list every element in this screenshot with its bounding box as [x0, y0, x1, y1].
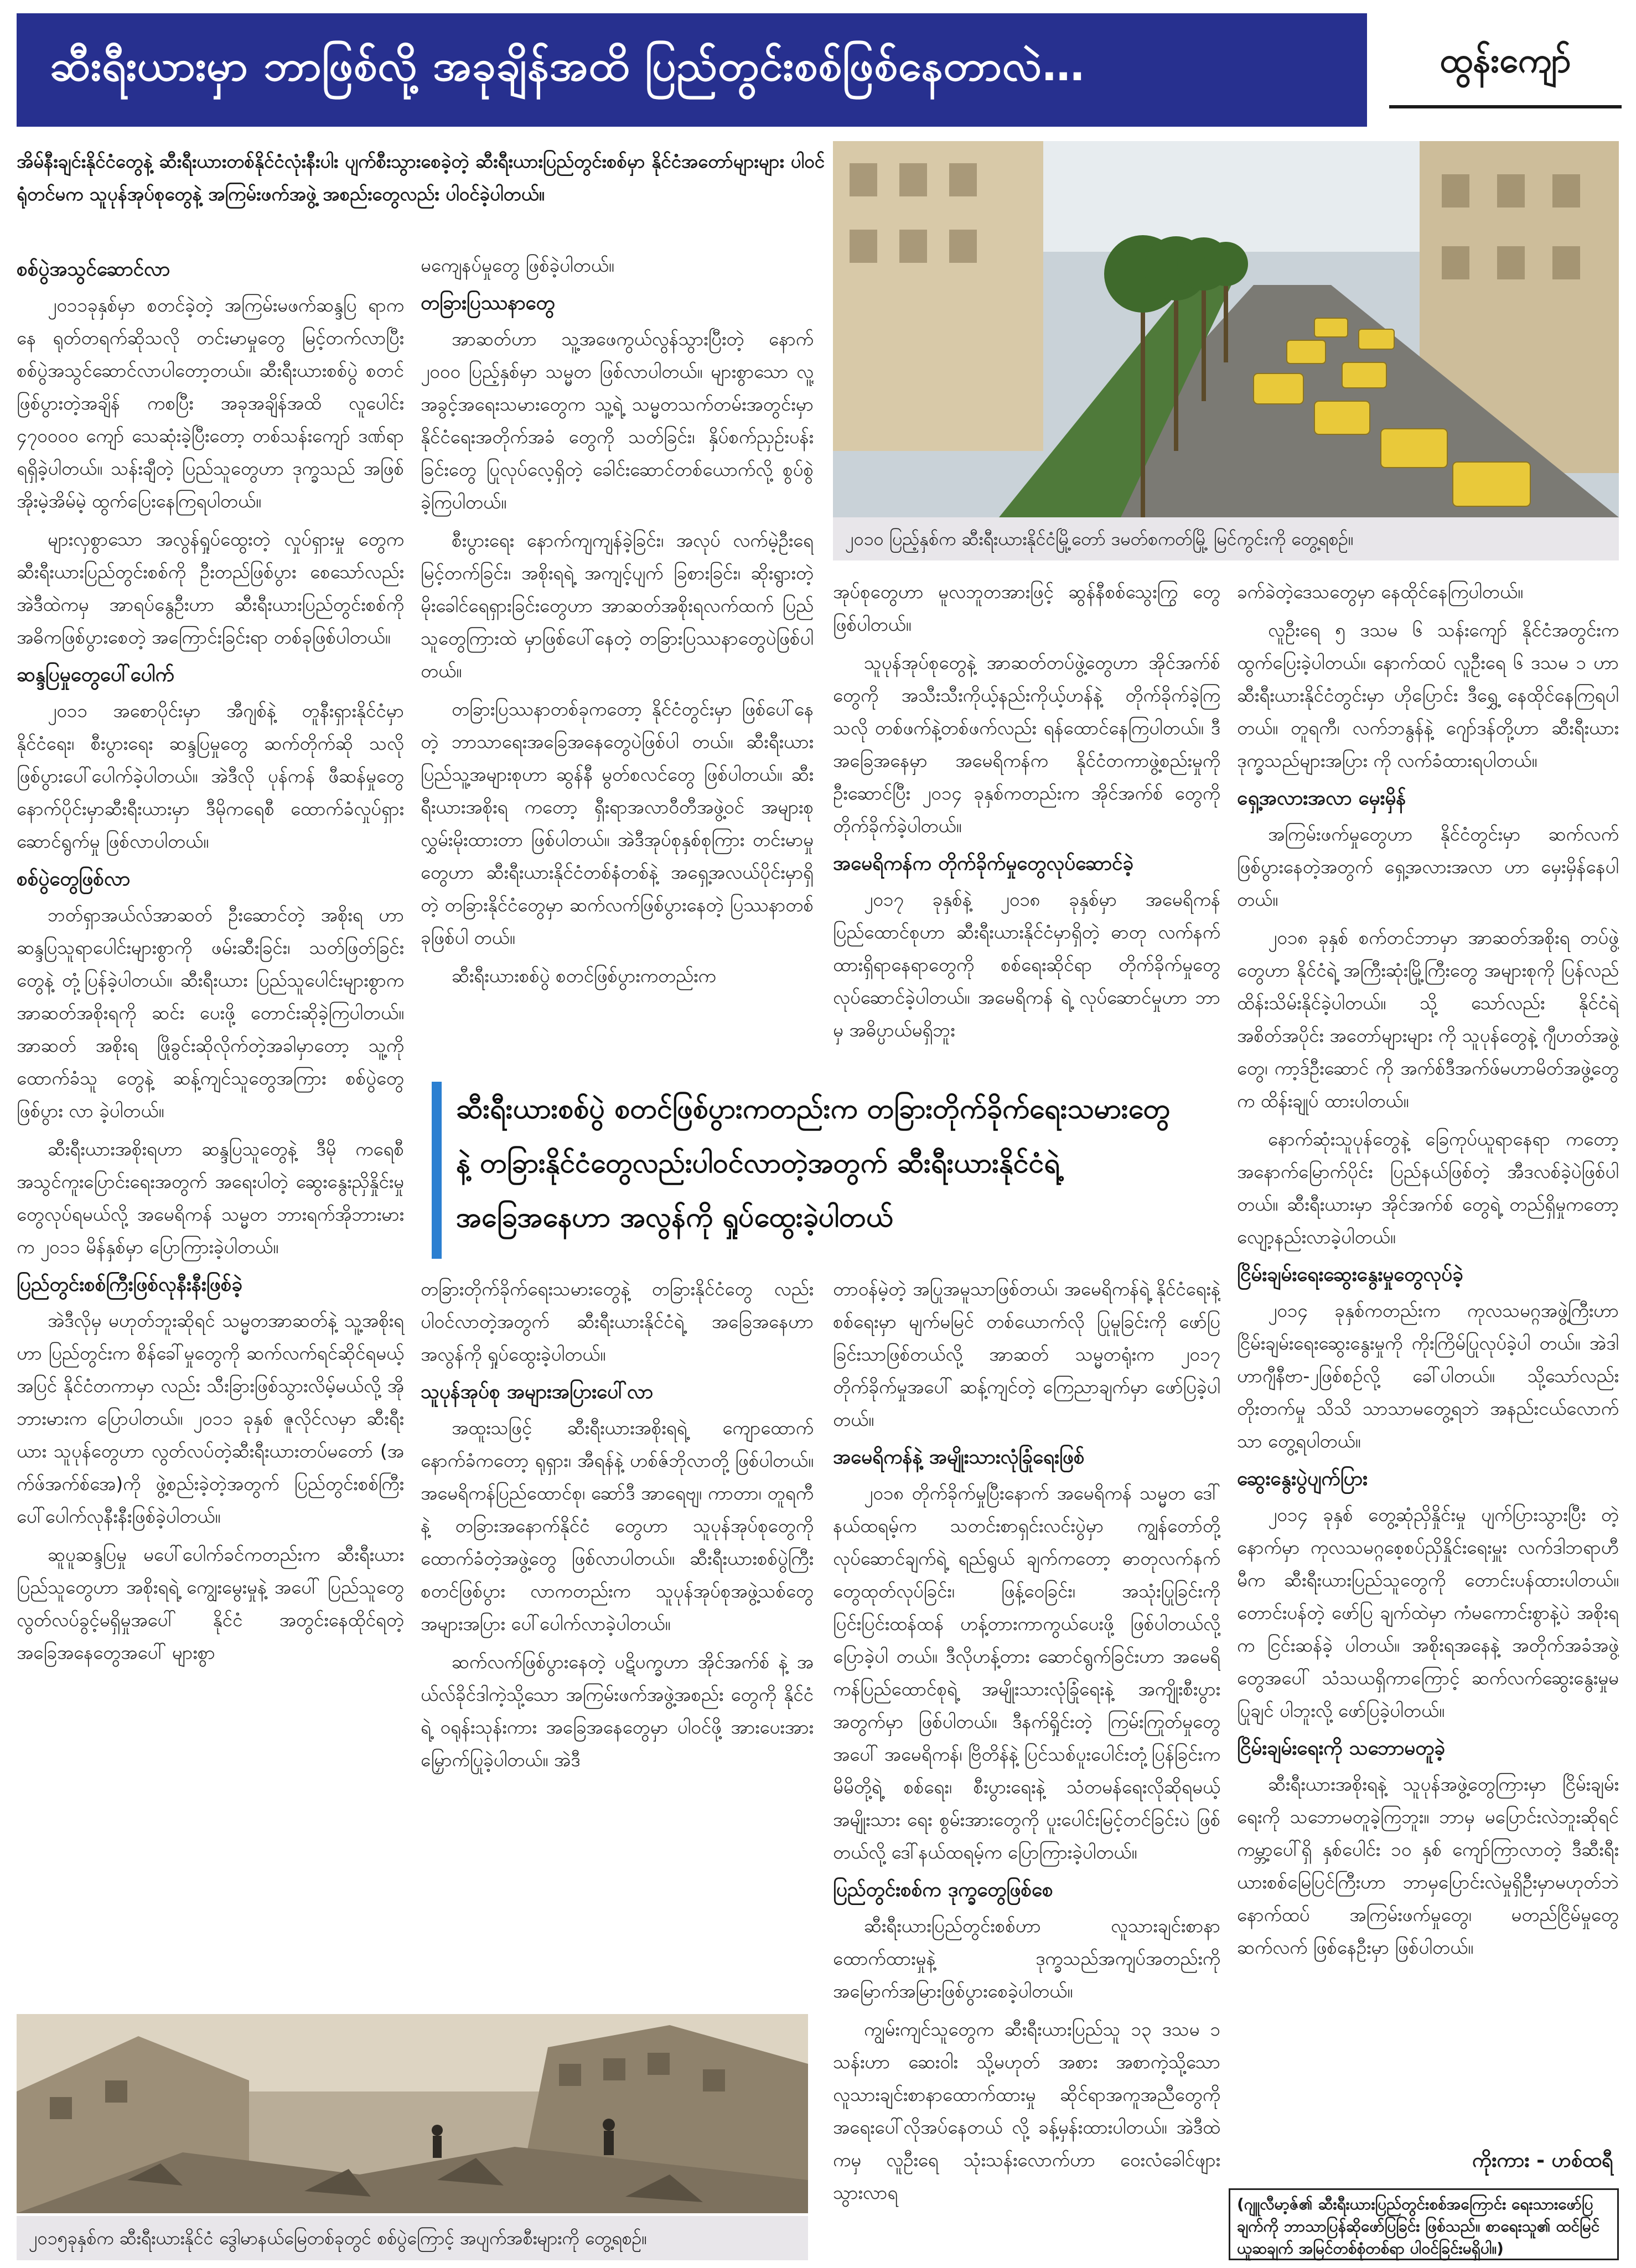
paragraph: ၂၀၁၈ တိုက်ခိုက်မှုပြီးနောက် အမေရိကန် သမ္မတ ဒေါ်နယ်ထရမ့်က သတင်းစာရှင်းလင်းပွဲမှာ ကျွန်တော်တို့ လုပ်ဆောင်ချက်ရဲ့ ရည်ရွယ် ချက်ကတော့ ဓာတုလက်နက်တွေထုတ်လုပ်ခြင်း၊ ဖြန့်ဝေခြင်း၊ အသုံးပြုခြင်းကို ပြင်းပြင်းထန်ထန် ဟန့်တားကာကွယ်ပေးဖို့ ဖြစ်ပါတယ်လို့ ပြောခဲ့ပါ တယ်။ ဒီလိုဟန့်တား ဆောင်ရွက်ခြင်းဟာ အမေရိကန်ပြည်ထောင်စုရဲ့ အမျိုးသားလုံခြုံရေးနဲ့ အကျိုးစီးပွားအတွက်မှာ ဖြစ်ပါတယ်။ ဒီနက်ရှိုင်းတဲ့ ကြမ်းကြုတ်မှုတွေအပေါ် အမေရိကန်၊ ဗြိတိန်နဲ့ ပြင်သစ်ပူးပေါင်းတုံ့ပြန်ခြင်းက မိမိတို့ရဲ့ စစ်ရေး၊ စီးပွားရေးနဲ့ သံတမန်ရေးလိုဆိုရမယ့် အမျိုးသား ရေး စွမ်းအားတွေကို ပူးပေါင်းမြင့်တင်ခြင်းပဲ ဖြစ်တယ်လို့ ဒေါ်နယ်ထရမ့်က ပြောကြားခဲ့ပါတယ်။: [833, 1482, 1220, 1863]
subhead-wars: စစ်ပွဲတွေဖြစ်လာ: [17, 868, 131, 890]
subhead-protests: ဆန္ဒပြမှုတွေပေါ်ပေါက်: [17, 664, 174, 686]
paragraph: ၂၀၁၁ အစောပိုင်းမှာ အီဂျစ်နဲ့ တူနီးရှားနိုင်ငံမှာ နိုင်ငံရေး၊ စီးပွားရေး ဆန္ဒပြမှုတွေ ဆက်တိုက်ဆို သလို ဖြစ်ပွားပေါ်ပေါက်ခဲ့ပါတယ်။ အဲဒီလို ပုန်ကန် ဖီဆန်မှုတွေနောက်ပိုင်းမှာဆီးရီးယားမှာ ဒီမိုကရေစီ ထောက်ခံလှုပ်ရှားဆောင်ရွက်မှု ဖြစ်လာပါတယ်။: [17, 700, 404, 852]
intro-text: အိမ်နီးချင်းနိုင်ငံတွေနဲ့ ဆီးရီးယားတစ်နိုင်ငံလုံးနီးပါး ပျက်စီးသွားစေခဲ့တဲ့ ဆီးရီးယားပြည်တွင်းစစ်မှာ နိုင်ငံအတော်များများ ပါဝင်ရုံတင်မက သူပုန်အုပ်စုတွေနဲ့ အကြမ်းဖက်အဖွဲ့ အစည်းတွေလည်း ပါဝင်ခဲ့ပါတယ်။: [17, 150, 825, 205]
paragraph: ဆူပူဆန္ဒပြမှု မပေါ်ပေါက်ခင်ကတည်းက ဆီးရီးယားပြည်သူတွေဟာ အစိုးရရဲ့ ကျွေးမွေးမှုနဲ့ အပေါ် ပြည်သူတွေ လွတ်လပ်ခွင့်မရှိမှုအပေါ် နိုင်ငံ အတွင်းနေထိုင်ရတဲ့ အခြေအနေတွေအပေါ် များစွာ: [17, 1544, 404, 1663]
subhead-us-strikes: အမေရိကန်က တိုက်ခိုက်မှုတွေလုပ်ဆောင်ခဲ့: [833, 853, 1134, 875]
paragraph: ၂၀၁၁ခုနှစ်မှာ စတင်ခဲ့တဲ့ အကြမ်းမဖက်ဆန္ဒပြ ရာကနေ ရုတ်တရက်ဆိုသလို တင်းမာမှုတွေ မြင့်တက်လာပြီး စစ်ပွဲအသွင်ဆောင်လာပါတော့တယ်။ ဆီးရီးယားစစ်ပွဲ စတင်ဖြစ်ပွားတဲ့အချိန် ကစပြီး အခုအချိန်အထိ လူပေါင်း ၄၇၀၀၀၀ ကျော် သေဆုံးခဲ့ပြီးတော့ တစ်သန်းကျော် ဒဏ်ရာရရှိခဲ့ပါတယ်။ သန်းချီတဲ့ ပြည်သူတွေဟာ ဒုက္ခသည် အဖြစ် အိုးမဲ့အိမ်မဲ့ ထွက်ပြေးနေကြရပါတယ်။: [17, 294, 404, 512]
paragraph: ၂၀၁၈ ခုနှစ် စက်တင်ဘာမှာ အာဆတ်အစိုးရ တပ်ဖွဲ့တွေဟာ နိုင်ငံရဲ့ အကြီးဆုံးမြို့ကြီးတွေ အများစုကို ပြန်လည်ထိန်းသိမ်းနိုင်ခဲ့ပါတယ်။ သို့ သော်လည်း နိုင်ငံရဲ့အစိတ်အပိုင်း အတော်များများ ကို သူပုန်တွေနဲ့ ဂျီဟတ်အဖွဲ့တွေ၊ ကာ့ဒ်ဦးဆောင် ကို အက်စ်ဒီအက်ဖ်မဟာမိတ်အဖွဲ့တွေက ထိန်းချုပ် ထားပါတယ်။: [1237, 927, 1619, 1112]
paragraph: အုပ်စုတွေဟာ မူလဘူတအားဖြင့် ဆွန်နီစစ်သွေးကြွ တွေ ဖြစ်ပါတယ်။: [833, 581, 1220, 635]
paragraph: ကျွမ်းကျင်သူတွေက ဆီးရီးယားပြည်သူ ၁၃ ဒသမ ၁ သန်းဟာ ဆေးဝါး သို့မဟုတ် အစား အစာကဲ့သို့သော လူသားချင်းစာနာထောက်ထားမှု ဆိုင်ရာအကူအညီတွေကို အရေးပေါ်လိုအပ်နေတယ် လို့ ခန့်မှန်းထားပါတယ်။ အဲဒီထဲကမှ လူဦးရေ သုံးသန်းလောက်ဟာ ဝေးလံခေါင်ဖျား သွားလာရ: [833, 2018, 1220, 2203]
headline-banner: [17, 13, 1367, 127]
street-photo-caption: [833, 517, 1619, 560]
intro-block: [17, 145, 825, 216]
subhead-talks-collapse: ဆွေးနွေးပွဲပျက်ပြား: [1237, 1468, 1368, 1490]
column-2-lower: [421, 1273, 814, 2008]
source-credit: ကိုးကား - ဟစ်ထရီ: [1472, 2149, 1613, 2172]
column-1: [17, 249, 404, 1674]
subhead-civil-war: ပြည်တွင်းစစ်ကြီးဖြစ်လုနီးနီးဖြစ်ခဲ့: [17, 1274, 243, 1296]
paragraph: ဆီးရီးယားအစိုးရဟာ ဆန္ဒပြသူတွေနဲ့ ဒီမို ကရေစီအသွင်ကူးပြောင်းရေးအတွက် အရေးပါတဲ့ ဆွေးနွေးညှိနှိုင်းမှုတွေလုပ်ရမယ်လို့ အမေရိကန် သမ္မတ ဘားရက်အိုဘားမားက ၂၀၁၁ မိန်နှစ်မှာ ပြောကြားခဲ့ပါတယ်။: [17, 1138, 404, 1258]
subhead-war-emerges: စစ်ပွဲအသွင်ဆောင်လာ: [17, 258, 170, 281]
street-photo: [833, 141, 1619, 517]
paragraph: တခြားပြဿနာတစ်ခုကတော့ နိုင်ငံတွင်းမှာ ဖြစ်ပေါ်နေတဲ့ ဘာသာရေးအခြေအနေတွေပဲဖြစ်ပါ တယ်။ ဆီးရီးယားပြည်သူ့အများစုဟာ ဆွန်နီ မွတ်စလင်တွေ ဖြစ်ပါတယ်။ ဆီးရီးယားအစိုးရ ကတော့ ရှီးရာအလာဝီတီအဖွဲ့ဝင် အများစု လွှမ်းမိုးထားတာ ဖြစ်ပါတယ်။ အဲဒီအုပ်စုနှစ်စုကြား တင်းမာမှုတွေဟာ ဆီးရီးယားနိုင်ငံတစ်နံတစ်နဲ့ အရှေ့အလယ်ပိုင်းမှာရှိတဲ့ တခြားနိုင်ငံတွေမှာ ဆက်လက်ဖြစ်ပွားနေတဲ့ ပြဿနာတစ်ခုဖြစ်ပါ တယ်။: [421, 698, 814, 948]
subhead-peace-talks: ငြိမ်းချမ်းရေးဆွေးနွေးမှုတွေလုပ်ခဲ့: [1237, 1264, 1463, 1286]
paragraph: စီးပွားရေး နောက်ကျကျန်ခဲ့ခြင်း၊ အလုပ် လက်မဲ့ဦးရေမြင့်တက်ခြင်း၊ အစိုးရရဲ့ အကျင့်ပျက် ခြစားခြင်း၊ ဆိုးရွားတဲ့ မိုးခေါင်ရေရှားခြင်းတွေဟာ အာဆတ်အစိုးရလက်ထက် ပြည်သူတွေကြားထဲ မှာဖြစ်ပေါ်နေတဲ့ တခြားပြဿနာတွေပဲဖြစ်ပါတယ်။: [421, 530, 814, 682]
paragraph: သူပုန်အုပ်စုတွေနဲ့ အာဆတ်တပ်ဖွဲ့တွေဟာ အိုင်အက်စ်တွေကို အသီးသီးကိုယ့်နည်းကိုယ့်ဟန်နဲ့ တိုက်ခိုက်ခဲ့ကြသလို တစ်ဖက်နဲ့တစ်ဖက်လည်း ရန်ထောင်နေကြပါတယ်။ ဒီအခြေအနေမှာ အမေရိကန်က နိုင်ငံတကာဖွဲ့စည်းမှုကို ဦးဆောင်ပြီး ၂၀၁၄ ခုနှစ်ကတည်းက အိုင်အက်စ် တွေကို တိုက်ခိုက်ခဲ့ပါတယ်။: [833, 652, 1220, 837]
translator-note: [1229, 2188, 1619, 2260]
subhead-peace-rejected: ငြိမ်းချမ်းရေးကို သဘောမတူခဲ့: [1237, 1737, 1446, 1760]
paragraph: များလှစွာသော အလွန်ရှုပ်ထွေးတဲ့ လှုပ်ရှားမှု တွေက ဆီးရီးယားပြည်တွင်းစစ်ကို ဦးတည်ဖြစ်ပွား စေသော်လည်း အဲဒီထဲကမှ အာရပ်နွေဦးဟာ ဆီးရီးယားပြည်တွင်းစစ်ကို အဓိကဖြစ်ပွားစေတဲ့ အကြောင်းခြင်းရာ တစ်ခုဖြစ်ပါတယ်။: [17, 528, 404, 648]
column-3-lower: [833, 1273, 1220, 2263]
column-4: [1237, 575, 1619, 2141]
column-2: [421, 249, 814, 1068]
byline-rule: [1389, 105, 1622, 108]
paragraph: လူဦးရေ ၅ ဒသမ ၆ သန်းကျော် နိုင်ငံအတွင်းက ထွက်ပြေးခဲ့ပါတယ်။ နောက်ထပ် လူဦးရေ ၆ ဒသမ ၁ ဟာ ဆီးရီးယားနိုင်ငံတွင်းမှာ ဟိုပြောင်း ဒီရွှေ့ နေထိုင်နေကြရပါတယ်။ တူရကီ၊ လက်ဘနွန်နဲ့ ဂျော်ဒန်တို့ဟာ ဆီးရီးယား ဒုက္ခသည်များအပြား ကို လက်ခံထားရပါတယ်။: [1237, 619, 1619, 771]
paragraph: ၂၀၁၄ ခုနှစ် တွေ့ဆုံညှိနှိုင်းမှု ပျက်ပြားသွားပြီး တဲ့နောက်မှာ ကုလသမဂ္ဂစေ့စပ်ညှိနှိုင်းရေးမှူး လက်ဒါ​ဘရာဟီမီက ဆီးရီးယားပြည်သူတွေကို တောင်းပန်ထားပါတယ်။ တောင်းပန်တဲ့ ဖော်ပြ ချက်ထဲမှာ ကံမကောင်းစွာနဲ့ပဲ အစိုးရက ငြင်းဆန်ခဲ့ ပါတယ်။ အစိုးရအနေနဲ့ အတိုက်အခံအဖွဲ့တွေအပေါ် သံသယရှိကာကြောင့် ဆက်လက်ဆွေးနွေးမှုမပြုချင် ပါဘူးလို့ ဖော်ပြခဲ့ပါတယ်။: [1237, 1504, 1619, 1721]
rubble-photo-caption-text: ၂၀၁၅ခုနှစ်က ဆီးရီးယားနိုင်ငံ ဒွေါမာနယ်မြေတစ်ခုတွင် စစ်ပွဲကြောင့် အပျက်အစီးများကို တွေ့ရစဉ်။: [29, 2228, 648, 2249]
paragraph: ခက်ခဲတဲ့ဒေသတွေမှာ နေထိုင်နေကြပါတယ်။: [1237, 581, 1523, 603]
rubble-photo: [17, 2014, 808, 2213]
paragraph: တာဝန်မဲ့တဲ့ အပြုအမူသာဖြစ်တယ်၊ အမေရိကန်ရဲ့ နိုင်ငံရေးနဲ့ စစ်ရေးမှာ မျက်မမြင် တစ်ယောက်လို ပြုမူခြင်းကို ဖော်ပြခြင်းသာဖြစ်တယ်လို့ အာဆတ် သမ္မတရုံးက ၂၀၁၇ တိုက်ခိုက်မှုအပေါ် ဆန့်ကျင်တဲ့ ကြေညာချက်မှာ ဖော်ပြခဲ့ပါတယ်။: [833, 1278, 1220, 1430]
subhead-civil-war-hardship: ပြည်တွင်းစစ်က ဒုက္ခတွေဖြစ်စေ: [833, 1879, 1053, 1901]
paragraph: ဆီးရီးယားစစ်ပွဲ စတင်ဖြစ်ပွားကတည်းက: [452, 965, 716, 987]
column-3: [833, 575, 1220, 1062]
street-photo-caption-text: ၂၀၁၀ ပြည့်နှစ်က ဆီးရီးယားနိုင်ငံမြို့တော် ဒမတ်စကတ်မြို့ မြင်ကွင်းကို တွေ့ရစဉ်။: [845, 528, 1354, 549]
paragraph: မကျေနပ်မှုတွေ ဖြစ်ခဲ့ပါတယ်။: [421, 255, 614, 276]
paragraph: ဆီးရီးယားအစိုးရနဲ့ သူပုန်အဖွဲ့တွေကြားမှာ ငြိမ်းချမ်းရေးကို သဘောမတူခဲ့ကြဘူး။ ဘာမှ မပြောင်းလဲဘူးဆိုရင် ကမ္ဘာ့ပေါ်ရှိ နှစ်ပေါင်း ၁၀ နှစ် ကျော်ကြာလာတဲ့ ဒီဆီးရီးယားစစ်မြေပြင်ကြီးဟာ ဘာမှပြောင်းလဲမှုရှိဦးမှာမဟုတ်ဘဲ နောက်ထပ် အကြမ်းဖက်မှုတွေ၊ မတည်ငြိမ်မှုတွေ ဆက်လက် ဖြစ်နေဦးမှာ ဖြစ်ပါတယ်။: [1237, 1773, 1619, 1958]
translator-note-text: (ဂျူလီမာ့ဇ်၏ ဆီးရီးယားပြည်တွင်းစစ်အကြောင်း ရေးသားဖော်ပြချက်ကို ဘာသာပြန်ဆိုဖော်ပြခြင်း ဖြစ်သည်။ စာရေးသူ၏ ထင်မြင်ယူဆချက် အမြင်တစ်စုံတစ်ရာ ပါဝင်ခြင်းမရှိပါ။): [1237, 2195, 1600, 2257]
paragraph: နောက်ဆုံးသူပုန်တွေနဲ့ ခြေကုပ်ယူရာနေရာ ကတော့ အနောက်မြောက်ပိုင်း ပြည်နယ်ဖြစ်တဲ့ အီဒလစ်ခဲ့ပဲဖြစ်ပါတယ်။ ဆီးရီးယားမှာ အိုင်အက်စ် တွေရဲ့ တည်ရှိမှုကတော့ လျော့နည်းလာခဲ့ပါတယ်။: [1237, 1128, 1619, 1248]
subhead-rebel-groups: သူပုန်အုပ်စု အများအပြားပေါ်လာ: [421, 1381, 654, 1403]
byline: ထွန်းကျော်: [1440, 40, 1571, 80]
subhead-outlook: ရှေ့အလားအလာ မှေးမှိန်: [1237, 787, 1406, 809]
paragraph: အာဆတ်ဟာ သူ့အဖေကွယ်လွန်သွားပြီးတဲ့ နောက် ၂၀၀၀ ပြည့်နှစ်မှာ သမ္မတ ဖြစ်လာပါတယ်။ များစွာသော လူ့အခွင့်အရေးသမားတွေက သူ့ရဲ့ သမ္မတသက်တမ်းအတွင်းမှာ နိုင်ငံရေးအတိုက်အခံ တွေကို သတ်ခြင်း၊ နှိပ်စက်ညှဉ်းပန်းခြင်းတွေ ပြုလုပ်လေ့ရှိတဲ့ ခေါင်းဆောင်တစ်ယောက်လို့ စွပ်စွဲ ခဲ့ကြပါတယ်။: [421, 328, 814, 513]
pull-quote-text: ဆီးရီးယားစစ်ပွဲ စတင်ဖြစ်ပွားကတည်းက တခြားတိုက်ခိုက်ရေးသမားတွေနဲ့ တခြားနိုင်ငံတွေလည်းပါဝင်လာတဲ့အတွက် ဆီးရီးယားနိုင်ငံရဲ့ အခြေအနေဟာ အလွန်ကို ရှုပ်ထွေးခဲ့ပါတယ်: [456, 1093, 1171, 1233]
paragraph: အဲဒီလိုမှ မဟုတ်ဘူးဆိုရင် သမ္မတအာဆတ်နဲ့ သူ့အစိုးရဟာ ပြည်တွင်းက စိန်ခေါ်မှုတွေကို ဆက်လက်ရင်ဆိုင်ရမယ့်အပြင် နိုင်ငံတကာမှာ လည်း သီးခြားဖြစ်သွားလိမ့်မယ်လို့ အိုဘားမားက ပြောပါတယ်။ ၂၀၁၁ ခုနှစ် ဇူလိုင်လမှာ ဆီးရီးယား သူပုန်တွေဟာ လွတ်လပ်တဲ့ဆီးရီးယားတပ်မတော် (အက်ဖ်အက်စ်အေ)ကို ဖွဲ့စည်းခဲ့တဲ့အတွက် ပြည်တွင်းစစ်ကြီး ပေါ်ပေါက်လုနီးနီးဖြစ်ခဲ့ပါတယ်။: [17, 1310, 404, 1527]
paragraph: ဆီးရီးယားပြည်တွင်းစစ်ဟာ လူသားချင်းစာနာ ထောက်ထားမှုနဲ့ ဒုက္ခသည်အကျပ်အတည်းကို အမြောက်အမြားဖြစ်ပွားစေခဲ့ပါတယ်။: [833, 1915, 1220, 2002]
paragraph: ၂၀၁၄ ခုနှစ်ကတည်းက ကုလသမဂ္ဂအဖွဲ့ကြီးဟာ ငြိမ်းချမ်းရေးဆွေးနွေးမှုကို ကိုးကြိမ်ပြုလုပ်ခဲ့ပါ တယ်။ အဲဒါဟာဂျီနီဗာ-၂ဖြစ်စဉ်လို့ ခေါ်ပါတယ်။ သို့သော်လည်း တိုးတက်မှု သိသိ သာသာမတွေ့ရဘဲ အနည်းငယ်လောက်သာ တွေ့ရပါတယ်။: [1237, 1300, 1619, 1452]
paragraph: အကြမ်းဖက်မှုတွေဟာ နိုင်ငံတွင်းမှာ ဆက်လက်ဖြစ်ပွားနေတဲ့အတွက် ရှေ့အလားအလာ ဟာ မှေးမှိန်နေပါတယ်။: [1237, 823, 1619, 910]
paragraph: အထူးသဖြင့် ဆီးရီးယားအစိုးရရဲ့ ကျောထောက် နောက်ခံကတော့ ရုရှား၊ အီရန်နဲ့ ဟစ်ဇ်ဘိုလာတို့ ဖြစ်ပါတယ်။ အမေရိကန်ပြည်ထောင်စု၊ ဆော်ဒီ အာရေဗျ၊ ကာတာ၊ တူရကီနဲ့ တခြားအနောက်နိုင်ငံ တွေဟာ သူပုန်အုပ်စုတွေကို ထောက်ခံတဲ့အဖွဲ့တွေ ဖြစ်လာပါတယ်။ ဆီးရီးယားစစ်ပွဲကြီး စတင်ဖြစ်ပွား လာကတည်းက သူပုန်အုပ်စုအဖွဲ့သစ်တွေ အများအပြား ပေါ်ပေါက်လာခဲ့ပါတယ်။: [421, 1417, 814, 1634]
paragraph: တခြားတိုက်ခိုက်ရေးသမားတွေနဲ့ တခြားနိုင်ငံတွေ လည်းပါဝင်လာတဲ့အတွက် ဆီးရီးယားနိုင်ငံရဲ့ အခြေအနေဟာ အလွန်ကို ရှုပ်ထွေးခဲ့ပါတယ်။: [421, 1278, 814, 1365]
pull-quote: [432, 1082, 1173, 1259]
paragraph: ဆက်လက်ဖြစ်ပွားနေတဲ့ ပဋိပက္ခဟာ အိုင်အက်စ် နဲ့ အယ်လ်ခိုင်ဒါကဲ့သို့သော အကြမ်းဖက်အဖွဲ့အစည်း တွေကို နိုင်ငံရဲ့ ဝရုန်းသုန်းကား အခြေအနေတွေမှာ ပါဝင်ဖို့ အားပေးအားမြှောက်ပြုခဲ့ပါတယ်။ အဲဒီ: [421, 1651, 814, 1771]
paragraph: ဘတ်ရှာအယ်လ်အာဆတ် ဦးဆောင်တဲ့ အစိုးရ ဟာ ဆန္ဒပြသူရာပေါင်းများစွာကို ဖမ်းဆီးခြင်း၊ သတ်ဖြတ်ခြင်းတွေနဲ့ တုံ့ပြန်ခဲ့ပါတယ်။ ဆီးရီးယား ပြည်သူပေါင်းများစွာက အာဆတ်အစိုးရကို ဆင်း ပေးဖို့ တောင်းဆိုခဲ့ကြပါတယ်။ အာဆတ် အစိုးရ ဖြိုခွင်းဆိုလိုက်တဲ့အခါမှာတော့ သူ့ကို ထောက်ခံသူ တွေနဲ့ ဆန့်ကျင်သူတွေအကြား စစ်ပွဲတွေ ဖြစ်ပွား လာ ခဲ့ပါတယ်။: [17, 904, 404, 1122]
rubble-photo-caption: [17, 2216, 808, 2260]
subhead-other-problems: တခြားပြဿနာတွေ: [421, 292, 555, 314]
headline: ဆီးရီးယားမှာ ဘာဖြစ်လို့ အခုချိန်အထိ ပြည်တွင်းစစ်ဖြစ်နေတာလဲ…: [50, 40, 1085, 90]
subhead-us-security: အမေရိကန်နဲ့ အမျိုးသားလုံခြုံရေးဖြစ်: [833, 1446, 1085, 1468]
paragraph: ၂၀၁၇ ခုနှစ်နဲ့ ၂၀၁၈ ခုနှစ်မှာ အမေရိကန် ပြည်ထောင်စုဟာ ဆီးရီးယားနိုင်ငံမှာရှိတဲ့ ဓာတု လက်နက်ထားရှိရာနေရာတွေကို စစ်ရေးဆိုင်ရာ တိုက်ခိုက်မှုတွေ လုပ်ဆောင်ခဲ့ပါတယ်။ အမေရိကန် ရဲ့ လုပ်ဆောင်မှုဟာ ဘာမှ အဓိပ္ပာယ်မရှိဘူး: [833, 889, 1220, 1041]
